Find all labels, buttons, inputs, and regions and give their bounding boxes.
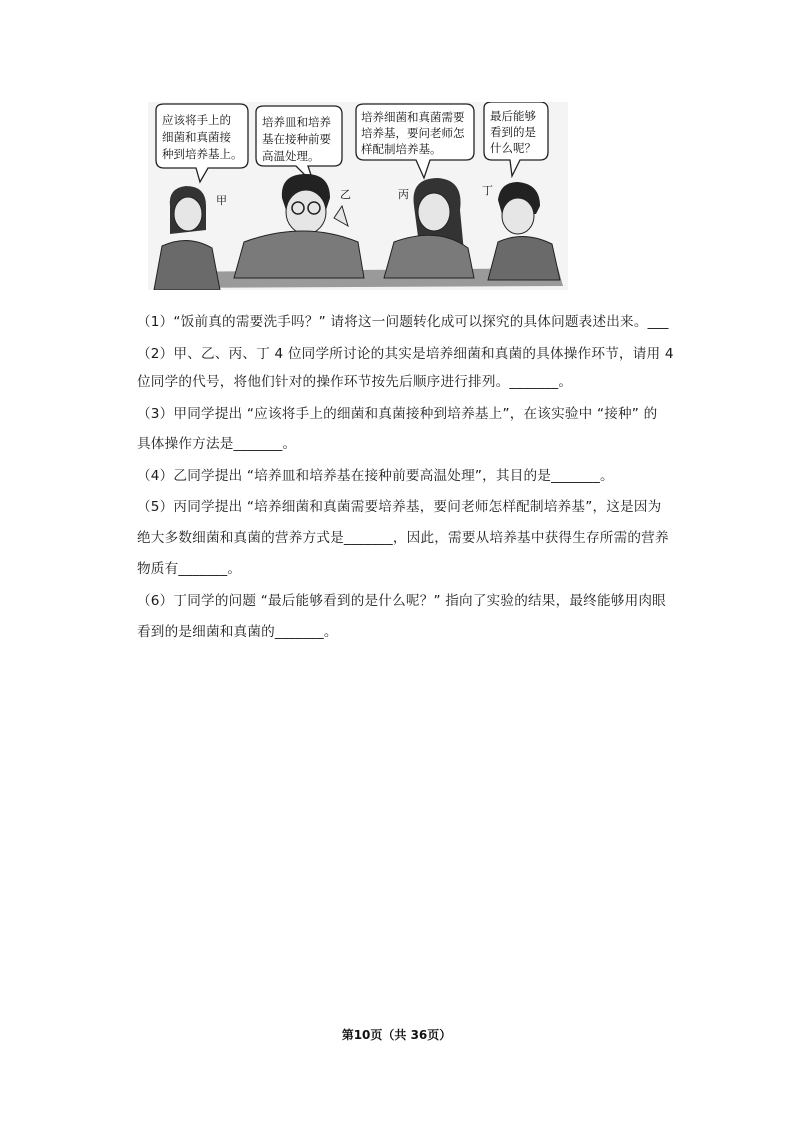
question-2-line-2: 位同学的代号，将他们针对的操作环节按先后顺序进行排列。_______。 xyxy=(137,374,573,390)
bubble-4-line-1: 最后能够 xyxy=(490,109,536,123)
bubble-1-line-2: 细菌和真菌接 xyxy=(162,130,231,144)
label-bing: 丙 xyxy=(398,188,409,201)
question-5-line-1: （5）丙同学提出 “培养细菌和真菌需要培养基，要问老师怎样配制培养基”，这是因为 xyxy=(137,499,662,515)
question-5-line-3: 物质有_______。 xyxy=(137,561,242,577)
bubble-3-line-1: 培养细菌和真菌需要 xyxy=(361,110,465,124)
bubble-4-line-2: 看到的是 xyxy=(490,125,536,139)
question-4-line-1: （4）乙同学提出 “培养皿和培养基在接种前要高温处理”，其目的是_______。 xyxy=(137,468,614,484)
question-6-line-1: （6）丁同学的问题 “最后能够看到的是什么呢？” 指向了实验的结果，最终能够用肉眼 xyxy=(137,593,666,609)
label-jia: 甲 xyxy=(216,194,227,207)
bubble-2-line-1: 培养皿和培养 xyxy=(262,115,331,129)
discussion-illustration xyxy=(148,102,568,290)
label-ding: 丁 xyxy=(482,184,493,197)
question-3-line-1: （3）甲同学提出 “应该将手上的细菌和真菌接种到培养基上”，在该实验中 “接种” 的 xyxy=(137,406,658,422)
bubble-3-line-3: 样配制培养基。 xyxy=(361,142,442,156)
label-yi: 乙 xyxy=(340,188,351,201)
question-6-line-2: 看到的是细菌和真菌的_______。 xyxy=(137,624,338,640)
bubble-3-line-2: 培养基，要问老师怎 xyxy=(361,126,465,140)
question-3-line-2: 具体操作方法是_______。 xyxy=(137,436,297,452)
bubble-1-line-1: 应该将手上的 xyxy=(162,113,231,127)
question-1-line-1: （1）“饭前真的需要洗手吗？” 请将这一问题转化成可以探究的具体问题表述出来。___ xyxy=(137,314,669,330)
page-number: 第10页（共 36页） xyxy=(341,1028,452,1042)
question-2-line-1: （2）甲、乙、丙、丁 4 位同学所讨论的其实是培养细菌和真菌的具体操作环节，请用 4 xyxy=(137,346,674,362)
bubble-2-line-2: 基在接种前要 xyxy=(262,132,331,146)
bubble-4-line-3: 什么呢？ xyxy=(490,141,536,155)
bubble-2-line-3: 高温处理。 xyxy=(262,149,320,163)
question-5-line-2: 绝大多数细菌和真菌的营养方式是_______，因此，需要从培养基中获得生存所需的营养 xyxy=(137,530,669,546)
bubble-1-line-3: 种到培养基上。 xyxy=(162,147,243,161)
